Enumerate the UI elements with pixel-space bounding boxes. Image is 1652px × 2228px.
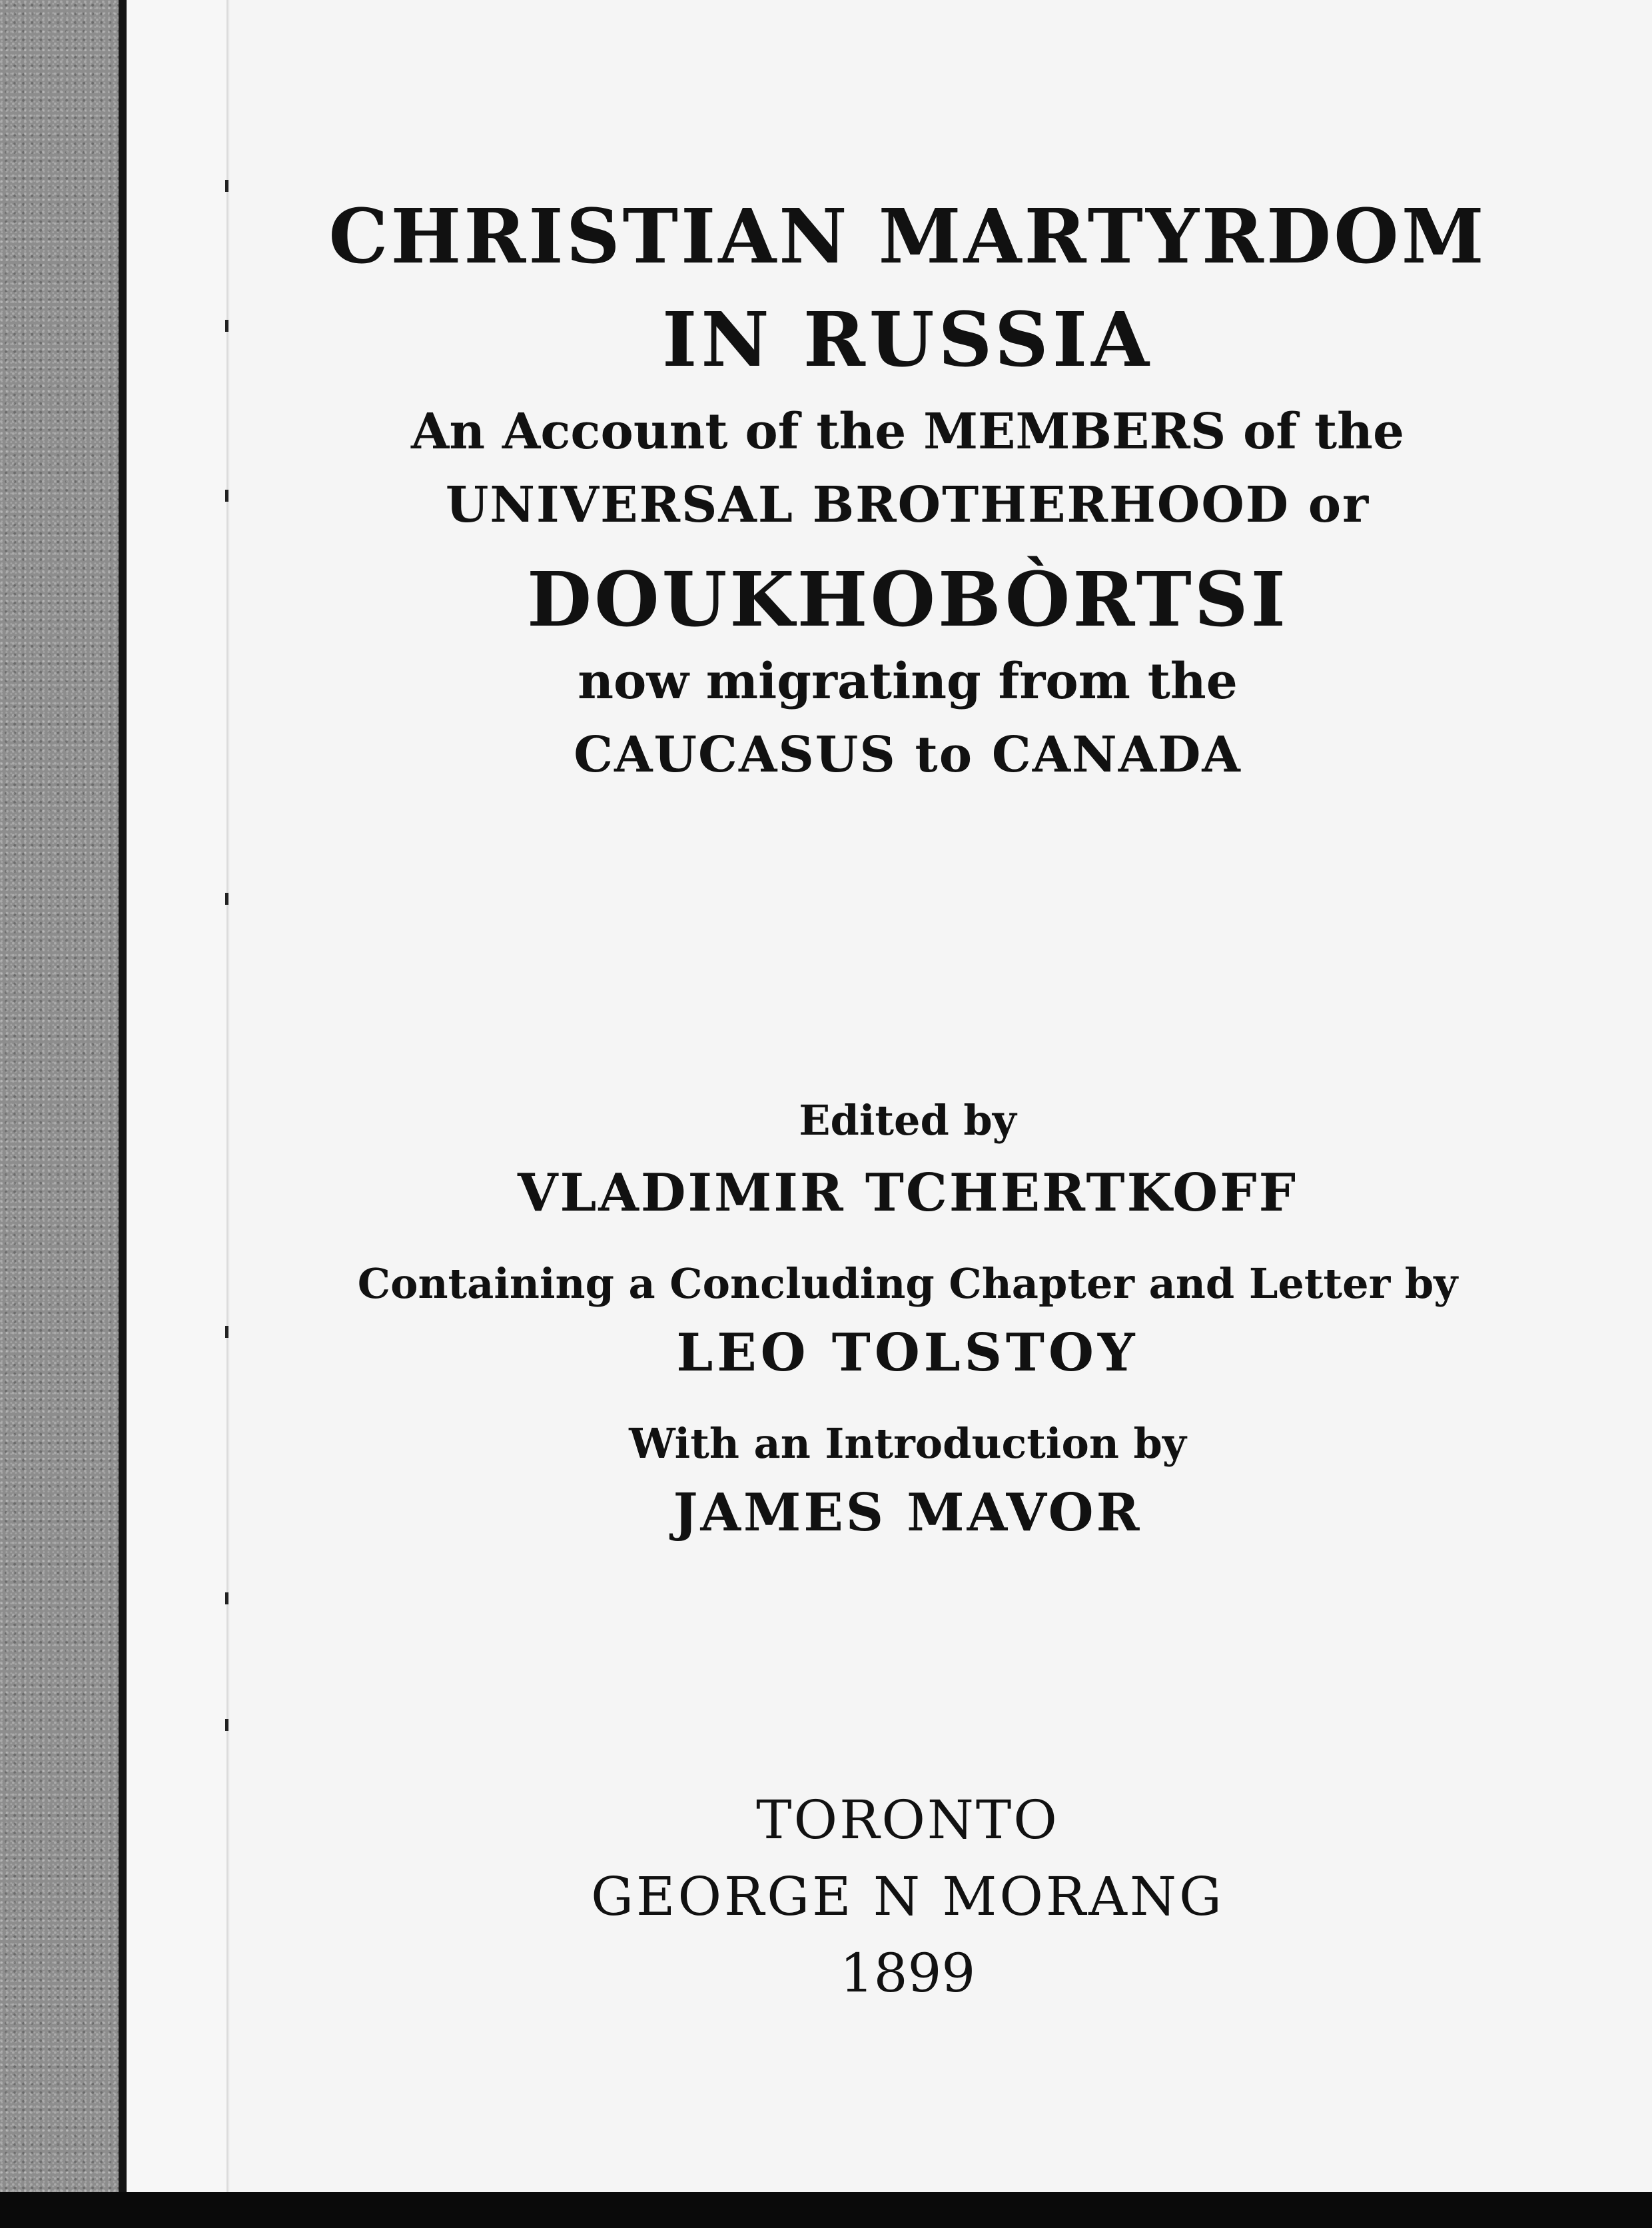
page-gutter xyxy=(127,0,228,2192)
gutter-mark xyxy=(225,893,228,905)
contributor-name: LEO TOLSTOY xyxy=(676,1323,1139,1383)
subtitle-doukhobortsi: DOUKHOBÒRTSI xyxy=(526,556,1289,644)
imprint-publisher: GEORGE N MORANG xyxy=(591,1866,1224,1928)
subtitle-line-5: CAUCASUS to CANADA xyxy=(574,726,1242,784)
gutter-mark xyxy=(225,1326,228,1338)
gutter-mark xyxy=(225,1592,228,1604)
subtitle-line-2: UNIVERSAL BROTHERHOOD or xyxy=(445,476,1370,534)
subtitle-line-1: An Account of the MEMBERS of the xyxy=(410,403,1405,460)
gutter-mark xyxy=(225,1719,228,1731)
spine-shadow xyxy=(119,0,127,2192)
contributor-label: Containing a Concluding Chapter and Letter by xyxy=(357,1259,1458,1308)
introduction-author: JAMES MAVOR xyxy=(673,1482,1142,1543)
gutter-mark xyxy=(225,490,228,502)
title-line-1: CHRISTIAN MARTYRDOM xyxy=(328,193,1487,280)
editor-name: VLADIMIR TCHERTKOFF xyxy=(518,1163,1298,1223)
gutter-mark xyxy=(225,180,228,192)
subtitle-line-4: now migrating from the xyxy=(578,653,1238,710)
gutter-mark xyxy=(225,320,228,332)
scan-bottom-edge xyxy=(0,2192,1652,2228)
imprint-city: TORONTO xyxy=(756,1789,1059,1851)
book-binding-edge xyxy=(0,0,123,2192)
introduction-label: With an Introduction by xyxy=(629,1419,1186,1468)
imprint-year: 1899 xyxy=(839,1942,976,2004)
title-line-2: IN RUSSIA xyxy=(661,296,1154,384)
editor-label: Edited by xyxy=(799,1096,1017,1145)
